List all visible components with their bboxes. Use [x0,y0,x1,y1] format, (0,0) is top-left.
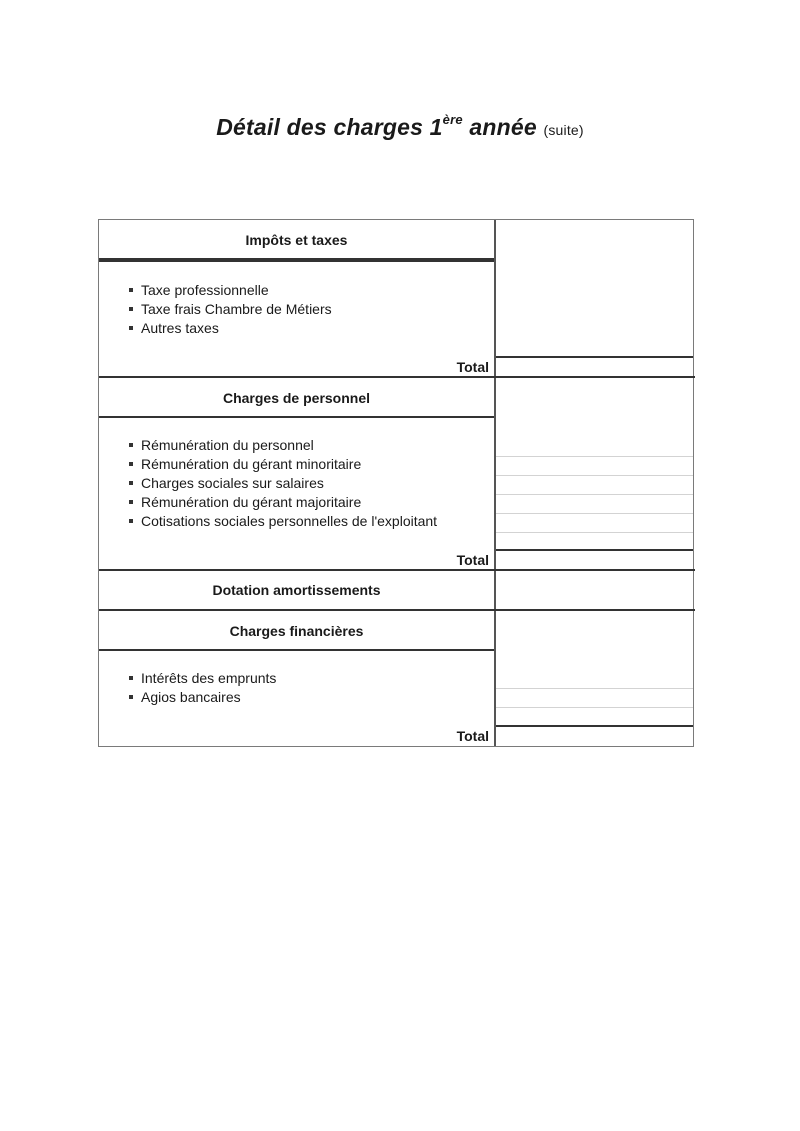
section-charges-financieres [99,611,494,746]
item-label: Charges sociales sur salaires [141,475,324,491]
row-line [496,688,693,689]
title-superscript: ère [442,112,463,127]
list-item [129,669,276,688]
section-header: Impôts et taxes [99,220,494,260]
item-list [129,669,276,707]
list-item [129,512,437,531]
row-line [496,456,693,457]
row-line [496,513,693,514]
row-line [496,707,693,708]
bullet-icon [129,326,133,330]
list-item [129,436,437,455]
section-dotation-amortissements [99,571,494,610]
list-item [129,319,332,338]
list-item [129,281,332,300]
list-item [129,474,437,493]
list-item [129,455,437,474]
bullet-icon [129,500,133,504]
bullet-icon [129,676,133,680]
bullet-icon [129,462,133,466]
item-label: Cotisations sociales personnelles de l'exploitant [141,513,438,529]
bullet-icon [129,443,133,447]
section-header: Charges financières [99,611,494,651]
list-item [129,493,437,512]
bullet-icon [129,288,133,292]
list-item [129,688,276,707]
charges-table [98,219,694,747]
total-label: Total [456,728,489,744]
item-list [129,281,332,338]
bullet-icon [129,307,133,311]
section-header: Dotation amortissements [212,582,381,598]
item-label: Taxe frais Chambre de Métiers [141,301,332,317]
title-suffix: (suite) [543,122,584,138]
bullet-icon [129,481,133,485]
row-line [496,475,693,476]
row-line [496,494,693,495]
list-item [129,300,332,319]
divider [99,416,494,418]
section-impots-taxes [99,220,494,377]
bullet-icon [129,519,133,523]
row-line [496,532,693,533]
item-label: Autres taxes [141,320,219,336]
item-label: Taxe professionnelle [141,282,269,298]
total-label: Total [456,552,489,568]
title-after: année [462,114,537,140]
item-label: Intérêts des emprunts [141,670,277,686]
section-header: Charges de personnel [99,378,494,418]
divider [496,549,693,551]
page-title [0,112,800,141]
divider [99,649,494,651]
total-label: Total [456,359,489,375]
item-label: Agios bancaires [141,689,241,705]
item-label: Rémunération du gérant majoritaire [141,494,362,510]
title-main: Détail des charges 1 [216,114,443,140]
section-charges-personnel [99,378,494,570]
divider [496,356,693,358]
item-list [129,436,437,531]
item-label: Rémunération du gérant minoritaire [141,456,362,472]
bullet-icon [129,695,133,699]
divider [99,260,494,262]
item-label: Rémunération du personnel [141,437,314,453]
divider [496,725,693,727]
column-divider [494,220,496,746]
